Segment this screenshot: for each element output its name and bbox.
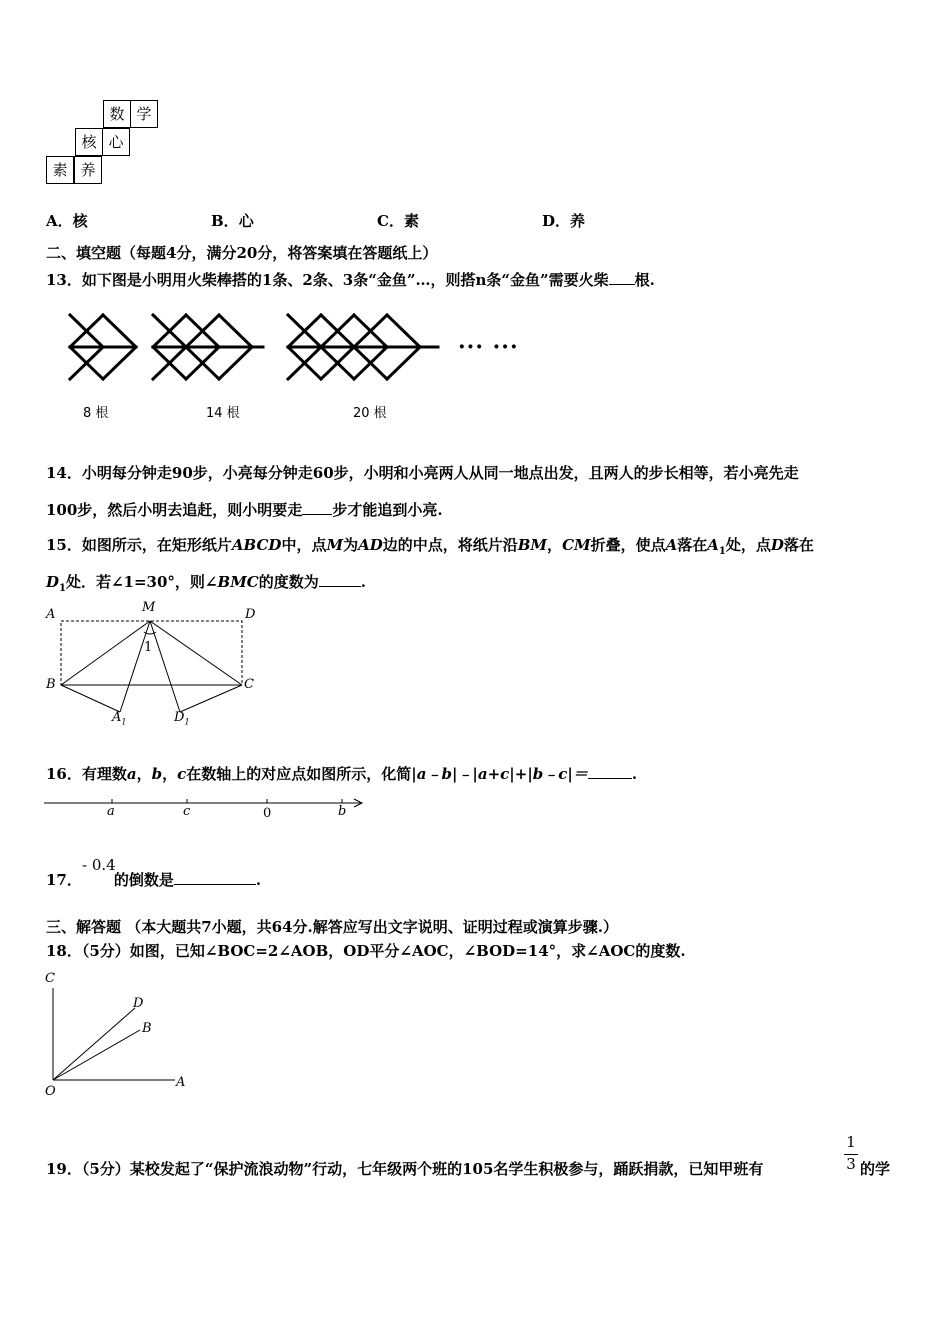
point-label-d1 [174,710,190,727]
subscript: 1 [718,546,726,557]
point-label-c: C [244,677,254,692]
option-text: 心 [238,212,254,230]
fraction-numerator: 1 [846,1133,856,1151]
question-number: 18． [46,942,82,960]
question-text: 边的中点，将纸片沿 [382,536,518,554]
question-text: 的倒数是 [113,871,174,889]
point-label-m: M [142,600,156,615]
question-13 [46,270,655,290]
option-letter: B． [211,212,239,230]
question-text: 如下图是小明用火柴棒搭的1条、2条、3条“金鱼”…，则搭n条“金鱼”需要火柴 [81,271,609,289]
question-text: . [360,573,366,591]
question-text: 小明每分钟走90步，小亮每分钟走60步，小明和小亮两人从同一地点出发，且两人的步长相等，若小亮先走 [81,464,799,482]
math-var: A [707,536,719,554]
option-letter: D． [542,212,571,230]
point-label-b: B [142,1021,152,1036]
math-var: AD [358,536,383,554]
answer-blank [319,572,361,587]
question-text: 落在 [677,536,708,554]
math-var: b [151,765,163,783]
option-text: 养 [570,212,586,230]
question-text: 落在 [783,536,814,554]
axis-label-zero: 0 [263,806,272,821]
question-text: 折叠，使点 [590,536,666,554]
question-text: 为 [343,536,359,554]
axis-label-a: a [107,804,115,819]
ellipsis-dots: ··· ··· [458,334,519,360]
rectangle-fold-figure [40,600,280,730]
label-letter: D [174,710,185,725]
decimal-value: - 0.4 [82,856,116,874]
math-var: D [770,536,784,554]
option-text: 核 [72,212,88,230]
subscript: 1 [59,583,66,594]
point-label-o: O [45,1084,56,1099]
question-text: （5分）如图，已知∠BOC=2∠AOB，OD平分∠AOC，∠BOD=14°，求∠AOC的度数. [81,942,686,960]
question-15-line-1 [46,535,814,562]
option-d [542,210,585,231]
question-number: 19． [46,1160,82,1178]
option-letter: C． [377,212,404,230]
fish-label: 20 根 [353,406,387,421]
question-14-line-1 [46,463,799,483]
axis-label-b: b [338,804,347,819]
point-label-a: A [46,607,56,622]
section-2-header: 二、填空题（每题4分，满分20分，将答案填在答题纸上） [46,244,438,262]
question-text: . [255,871,262,889]
question-text: 根. [634,271,655,289]
question-16: 16．有理数a，b，c在数轴上的对应点如图所示，化简|a﹣b|﹣|a+c|+|b﹣c|＝ . [46,765,638,783]
question-14-line-2 [46,500,443,520]
fish-label: 8 根 [83,406,109,421]
point-label-a1 [112,710,126,727]
question-number: 17． [46,871,82,889]
math-var: M [326,536,344,554]
math-var: ABCD [231,536,282,554]
question-number: 14． [46,464,82,482]
answer-blank [174,870,256,885]
point-label-d: D [245,607,256,622]
point-label-d: D [133,996,144,1011]
math-var: c [177,765,187,783]
question-text: 100步，然后小明去追赶，则小明要走 [46,501,303,519]
label-letter: A [112,710,122,725]
label-subscript: 1 [121,717,127,727]
grid-cell: 学 [130,100,158,128]
question-18 [46,941,686,961]
question-text: 有理数 [81,765,127,783]
number-line [44,795,374,815]
question-text: 的度数为 [258,573,319,591]
option-c [377,210,419,231]
grid-cell: 核 [75,128,103,156]
question-text: . [631,765,638,783]
math-var: BMC [217,573,259,591]
option-b [211,210,254,231]
question-text: 处．若∠1=30°，则∠ [65,573,218,591]
point-label-c: C [45,971,55,986]
fraction-denominator: 3 [844,1154,858,1173]
grid-cell: 养 [74,156,102,184]
question-text: 如图所示，在矩形纸片 [81,536,232,554]
point-label-a: A [176,1075,186,1090]
math-var: A [665,536,678,554]
option-letter: A． [46,212,73,230]
answer-blank [588,764,632,779]
question-15-line-2 [46,572,366,599]
grid-cell: 素 [46,156,74,184]
fish-label: 14 根 [206,406,240,421]
question-text: 的学 [860,1160,891,1178]
section-3-header: 三、解答题 （本大题共7小题，共64分.解答应写出文字说明、证明过程或演算步骤.） [46,918,618,936]
question-number: 13． [46,271,82,289]
fraction-one-third [844,1133,858,1173]
math-var: a [126,765,137,783]
question-17 [46,870,261,890]
math-var: CM [562,536,591,554]
axis-label-c: c [183,804,191,819]
grid-cell: 心 [102,128,130,156]
point-label-b: B [46,677,56,692]
question-19 [46,1159,763,1179]
answer-blank [609,270,635,285]
question-text: 在数轴上的对应点如图所示，化简| [186,765,417,783]
math-expression: a﹣b|﹣|a+c|+|b﹣c|＝ [416,765,588,783]
option-text: 素 [403,212,419,230]
question-text: 处，点 [725,536,771,554]
question-text: 中，点 [281,536,327,554]
label-subscript: 1 [184,717,190,727]
question-number: 16． [46,765,82,783]
angle-label-1: 1 [144,640,153,655]
math-var: D [46,573,60,591]
option-a [46,210,88,231]
answer-blank [302,500,332,515]
question-text: （5分）某校发起了“保护流浪动物”行动，七年级两个班的105名学生积极参与，踊跃捐款，已知甲班有 [81,1160,764,1178]
math-var: BM [517,536,548,554]
angle-figure [40,980,190,1090]
question-number: 15． [46,536,82,554]
grid-cell: 数 [103,100,131,128]
question-text: ， [547,536,563,554]
question-text: 步才能追到小亮. [332,501,443,519]
